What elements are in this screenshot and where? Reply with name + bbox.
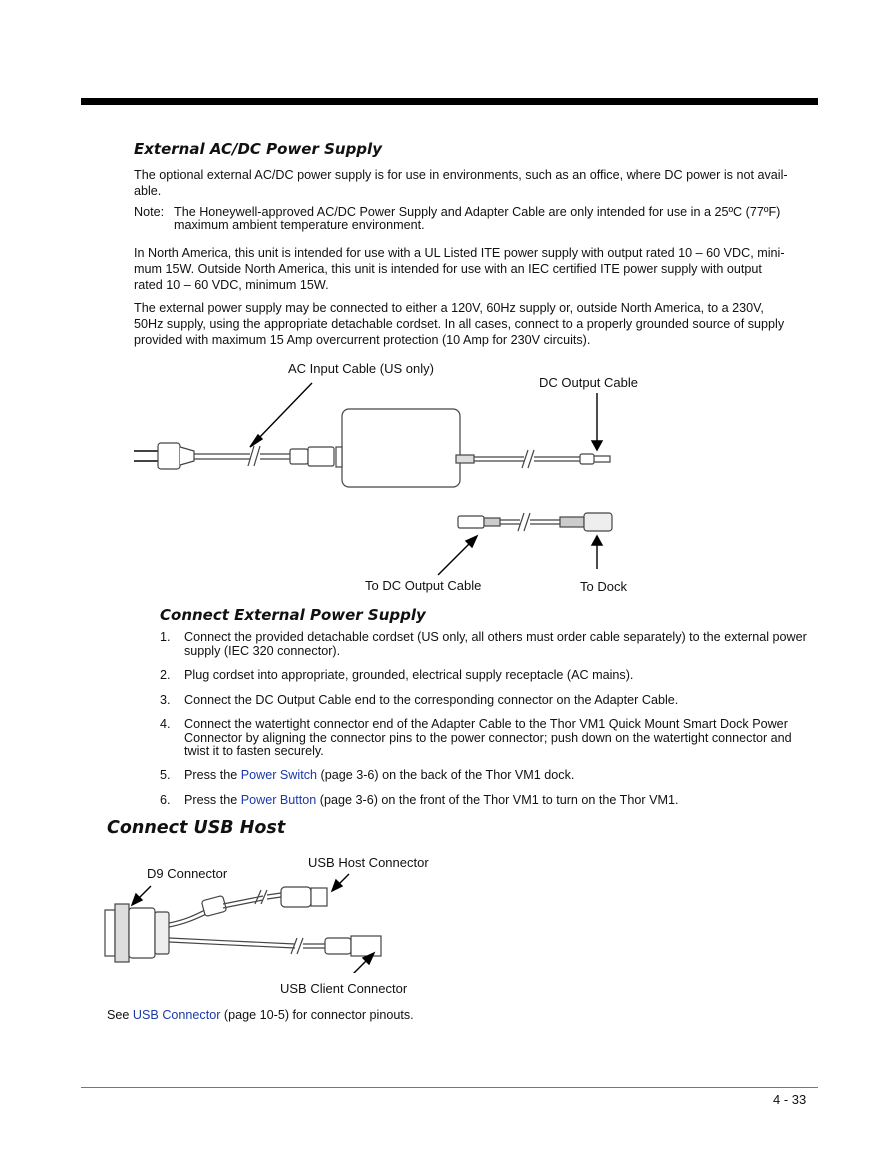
paragraph-north-america: [134, 245, 824, 293]
paragraph-supply-line-2: 50Hz supply, using the appropriate detachable cordset. In all cases, connect to a properly grounded source of supply: [134, 317, 785, 331]
footer-rule: [81, 1087, 818, 1088]
step-2: [160, 669, 820, 685]
step-text: Plug cordset into appropriate, grounded, electrical supply receptacle (AC mains).: [184, 668, 634, 682]
power-button-link[interactable]: Power Button: [240, 793, 317, 807]
step-text-pre: Press the: [184, 768, 241, 782]
reference-text-post: (page 10-5) for connector pinouts.: [220, 1008, 414, 1022]
usb-pinout-reference: [107, 1007, 414, 1023]
paragraph-north-america-line-1: In North America, this unit is intended for use with a UL Listed ITE power supply with output rated 10 – 60 VDC, mini-: [134, 246, 785, 260]
note-text: The Honeywell-approved AC/DC Power Supply and Adapter Cable are only intended for use in a 25ºC (77ºF) maximum ambient temperature environment.: [174, 205, 781, 232]
step-text: [184, 794, 816, 808]
step-6: [160, 794, 820, 810]
label-to-dock: To Dock: [580, 579, 627, 594]
step-text: Connect the provided detachable cordset (US only, all others must order cable separately) to the external power supply (IEC 320 connector).: [184, 630, 807, 658]
step-text-post: (page 3-6) on the back of the Thor VM1 dock.: [317, 768, 575, 782]
paragraph-intro-line-2: able.: [134, 184, 162, 198]
reference-text-pre: See: [107, 1008, 133, 1022]
step-text: [184, 769, 816, 783]
paragraph-north-america-line-2: mum 15W. Outside North America, this unit is intended for use with an IEC certified ITE power supply with output: [134, 262, 762, 276]
paragraph-supply-line-3: provided with maximum 15 Amp overcurrent protection (10 Amp for 230V circuits).: [134, 333, 591, 347]
paragraph-supply-line-1: The external power supply may be connected to either a 120V, 60Hz supply or, outside North America, to a 230V,: [134, 301, 764, 315]
header-rule: [81, 98, 818, 105]
step-3: [160, 694, 820, 710]
power-switch-link[interactable]: Power Switch: [240, 768, 317, 782]
step-text-pre: Press the: [184, 793, 241, 807]
label-usb-client-connector: USB Client Connector: [280, 981, 408, 996]
step-text: Connect the watertight connector end of the Adapter Cable to the Thor VM1 Quick Mount Smart Dock Power Connector by aligning the connector pins to the power connector; push down on the watertight connector and twist it to fasten securely.: [184, 717, 792, 758]
step-4: [160, 718, 820, 760]
usb-cable-illustration: [95, 868, 405, 973]
step-text-post: (page 3-6) on the front of the Thor VM1 to turn on the Thor VM1.: [316, 793, 679, 807]
note-label: Note:: [134, 205, 165, 219]
paragraph-intro-line-1: The optional external AC/DC power supply is for use in environments, such as an office, where DC power is not avail-: [134, 168, 788, 182]
page-number: 4 - 33: [773, 1092, 807, 1107]
step-number: 3.: [160, 693, 171, 707]
label-ac-input-cable: AC Input Cable (US only): [288, 361, 434, 376]
label-to-dc-output-cable: To DC Output Cable: [365, 578, 482, 593]
subsection-heading-connect-power: Connect External Power Supply: [160, 606, 426, 624]
paragraph-intro: [134, 167, 824, 199]
step-number: 6.: [160, 793, 171, 807]
paragraph-north-america-line-3: rated 10 – 60 VDC, minimum 15W.: [134, 278, 329, 292]
step-text: Connect the DC Output Cable end to the corresponding connector on the Adapter Cable.: [184, 693, 679, 707]
step-1: [160, 631, 820, 659]
note: [134, 206, 824, 234]
paragraph-supply-connection: [134, 300, 824, 348]
power-supply-illustration: [120, 355, 640, 605]
step-number: 5.: [160, 768, 171, 782]
label-dc-output-cable: DC Output Cable: [539, 375, 638, 390]
step-number: 2.: [160, 668, 171, 682]
section-heading-usb-host: Connect USB Host: [107, 818, 286, 838]
label-d9-connector: D9 Connector: [147, 866, 228, 881]
step-number: 1.: [160, 630, 171, 644]
usb-connector-link[interactable]: USB Connector: [132, 1008, 221, 1022]
step-number: 4.: [160, 717, 171, 731]
section-heading-power-supply: External AC/DC Power Supply: [134, 140, 382, 158]
label-usb-host-connector: USB Host Connector: [308, 855, 429, 870]
step-5: [160, 769, 820, 785]
